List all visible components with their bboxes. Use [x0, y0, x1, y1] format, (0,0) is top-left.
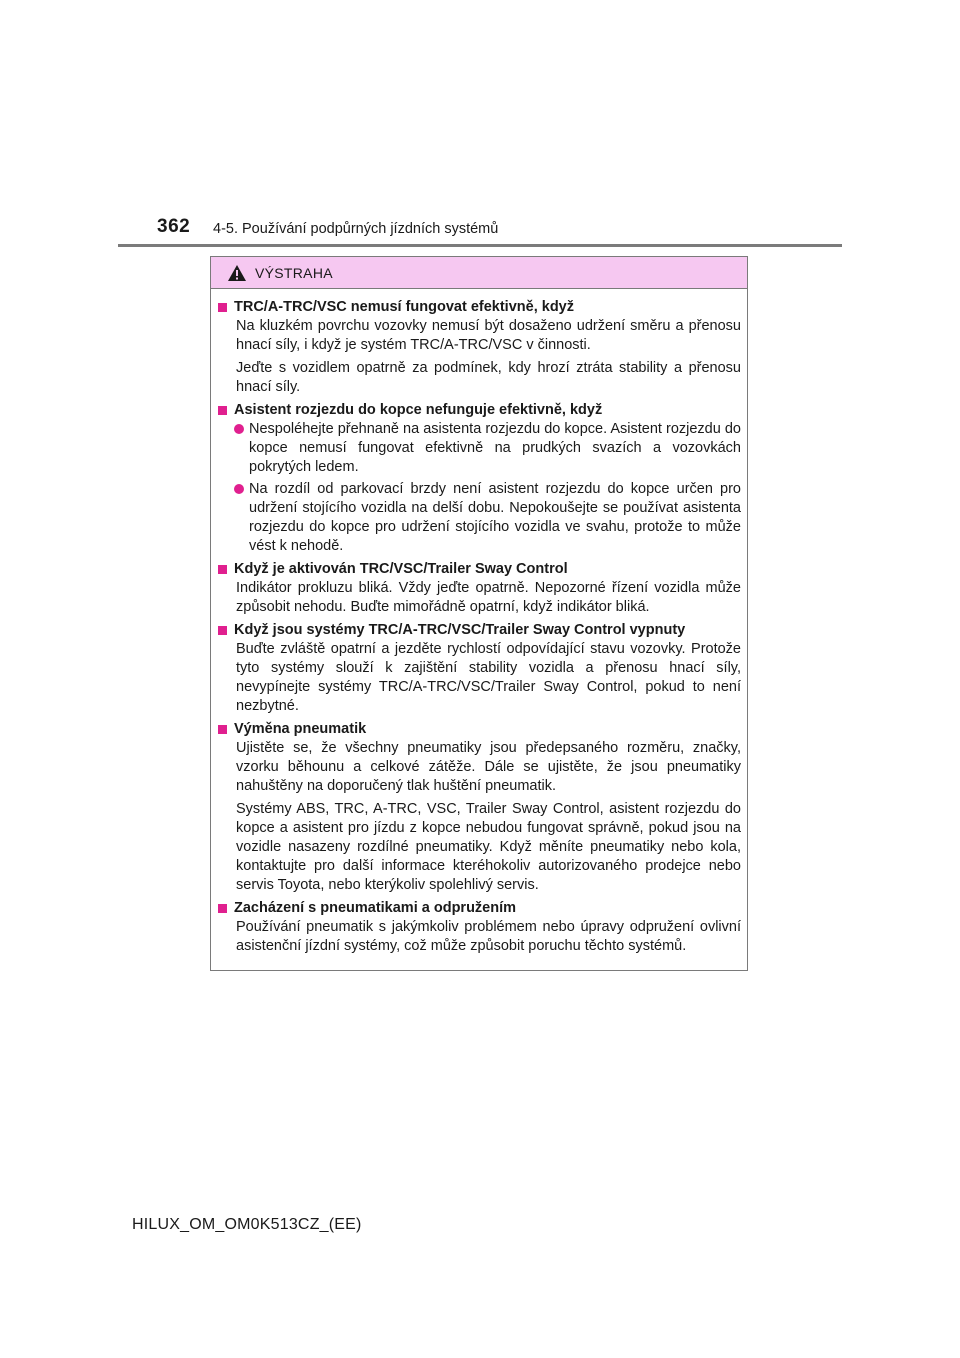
warning-section [218, 899, 741, 956]
page-number: 362 [157, 216, 191, 237]
document-code: HILUX_OM_OM0K513CZ_(EE) [132, 1216, 362, 1233]
square-bullet-icon [218, 725, 227, 734]
warning-section [218, 560, 741, 617]
square-bullet-icon [218, 303, 227, 312]
warning-section [218, 401, 741, 556]
warning-body [211, 289, 747, 956]
paragraph: Systémy ABS, TRC, A-TRC, VSC, Trailer Sway Control, asistent rozjezdu do kopce a asistent pro jízdu z kopce nebudou fungovat správně, pokud jsou na vozidle nasazeny rozdílné pneumatiky. Když měníte pneumatiky nebo kola, kontaktujte pro další informace kteréhokoliv autorizovaného prodejce nebo servis Toyota, nebo kterýkoliv spolehlivý servis. [236, 801, 741, 893]
paragraph: Používání pneumatik s jakýmkoliv problémem nebo úpravy odpružení ovlivní asistenční jízdní systémy, což může způsobit poruchu těchto systémů. [236, 919, 741, 954]
warning-section [218, 621, 741, 716]
circle-bullet-icon [234, 484, 244, 494]
warning-header [211, 257, 747, 289]
warning-box [210, 256, 748, 971]
paragraph: Ujistěte se, že všechny pneumatiky jsou předepsaného rozměru, značky, vzorku běhounu a celkové zátěže. Dále se ujistěte, že jsou pneumatiky nahuštěny na doporučený tlak huštění pneumatik. [236, 740, 741, 794]
square-bullet-icon [218, 565, 227, 574]
header-divider [118, 244, 842, 247]
section-heading: Když je aktivován TRC/VSC/Trailer Sway Control [218, 560, 741, 579]
chapter-title: 4-5. Používání podpůrných jízdních systémů [213, 221, 499, 237]
section-heading: Asistent rozjezdu do kopce nefunguje efektivně, když [218, 401, 741, 420]
square-bullet-icon [218, 626, 227, 635]
square-bullet-icon [218, 904, 227, 913]
section-heading: Když jsou systémy TRC/A-TRC/VSC/Trailer Sway Control vypnuty [218, 621, 741, 640]
warning-title: VÝSTRAHA [255, 264, 333, 281]
paragraph: Jeďte s vozidlem opatrně za podmínek, kdy hrozí ztráta stability a přenosu hnací síly. [236, 360, 741, 395]
paragraph: Na kluzkém povrchu vozovky nemusí být dosaženo udržení směru a přenosu hnací síly, i když je systém TRC/A-TRC/VSC v činnosti. [236, 318, 741, 353]
list-item: Nespoléhejte přehnaně na asistenta rozjezdu do kopce. Asistent rozjezdu do kopce nemusí fungovat efektivně na prudkých svazích a vozovkách pokrytých ledem. [218, 420, 741, 477]
warning-triangle-icon [227, 264, 247, 282]
list-item: Na rozdíl od parkovací brzdy není asistent rozjezdu do kopce určen pro udržení stojícího vozidla na delší dobu. Nepokoušejte se používat asistenta rozjezdu do kopce pro udržení stojícího vozidla ve svahu, protože to může vést k nehodě. [218, 480, 741, 556]
section-heading: TRC/A-TRC/VSC nemusí fungovat efektivně, když [218, 298, 741, 317]
paragraph: Indikátor prokluzu bliká. Vždy jeďte opatrně. Nepozorné řízení vozidla může způsobit nehodu. Buďte mimořádně opatrní, když indikátor bliká. [236, 580, 741, 615]
circle-bullet-icon [234, 424, 244, 434]
section-heading: Výměna pneumatik [218, 720, 741, 739]
warning-section [218, 298, 741, 397]
square-bullet-icon [218, 406, 227, 415]
paragraph: Buďte zvláště opatrní a jezděte rychlostí odpovídající stavu vozovky. Protože tyto systémy slouží k zajištění stability vozidla a přenosu hnací síly, nevypínejte systémy TRC/A-TRC/VSC/Trailer Sway Control, pokud to není nezbytné. [236, 641, 741, 714]
warning-section [218, 720, 741, 895]
section-heading: Zacházení s pneumatikami a odpružením [218, 899, 741, 918]
